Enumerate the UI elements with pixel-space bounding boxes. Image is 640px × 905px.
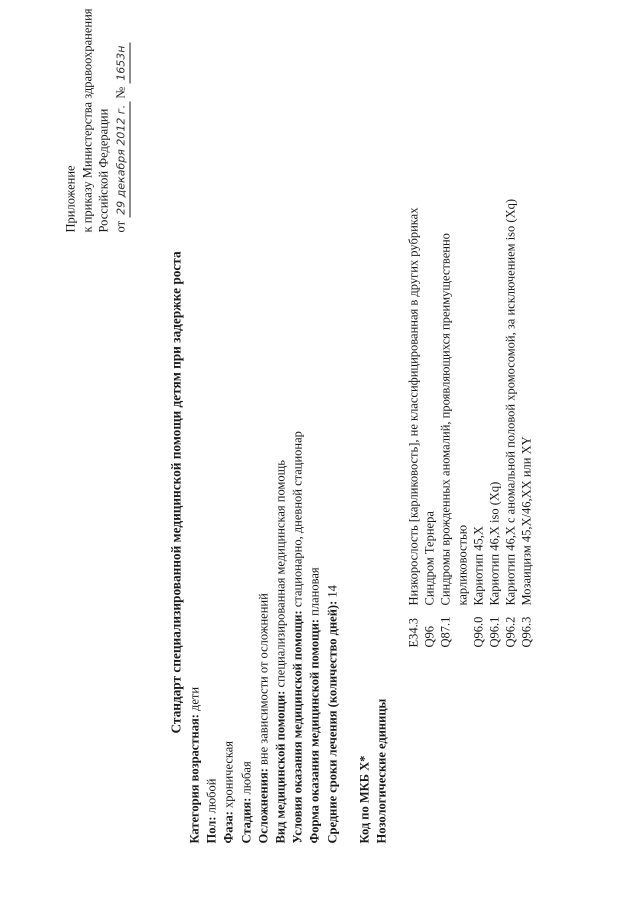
appendix-order-line: к приказу Министерства здравоохранения [79,7,94,232]
param-value: специализированная медицинская помощь [273,459,288,687]
number-label: № [112,86,127,99]
param-label: Фаза: [221,810,236,843]
param-care-conditions [289,431,306,843]
param-label: Стадия: [238,797,253,843]
diagnosis-code: E34.3 [406,617,420,647]
param-care-form [306,431,323,843]
diagnosis-name: Синдром Тернера [422,510,437,605]
param-label: Форма оказания медицинской помощи: [307,618,322,843]
document-title: Стандарт специализированной медицинской помощи детям при задержке роста [168,250,183,733]
param-age-category [186,431,203,843]
code-row [437,165,469,647]
param-stage [238,431,255,843]
param-sex [203,431,220,843]
diagnosis-name: Кариотип 46,X с аномальной половой хромосомой, за исключением iso (Xq) [503,198,518,605]
diagnosis-code: Q96.2 [503,616,518,647]
handwritten-number: 1653н [113,42,131,83]
param-label: Категория возрастная: [187,713,201,843]
param-care-type [272,431,289,843]
diagnosis-name: Низкорослость [карликовость], не классифицированная в других рубриках [406,207,420,605]
param-label: Условия оказания медицинской помощи: [290,609,305,843]
param-value: стационарно, дневной стационар [290,430,305,607]
diagnosis-code: Q96.1 [487,616,502,647]
from-label: от [112,220,127,232]
nosological-units-heading: Нозологические единицы [374,698,388,843]
standard-parameters [186,431,341,843]
param-label: Пол: [204,816,219,843]
param-value: любой [204,778,219,813]
param-phase [220,431,237,843]
param-treatment-duration [324,431,341,843]
code-row [502,165,518,647]
param-value: хроническая [221,740,236,808]
diagnosis-code-list [405,165,535,647]
param-label: Средние сроки лечения (количество дней): [324,600,339,843]
param-value: любая [238,760,253,795]
diagnosis-name: Кариотип 46,X iso (Xq) [487,481,502,605]
param-value: плановая [307,566,322,616]
appendix-date-line [112,8,131,232]
code-row [486,165,502,647]
mkb-header [356,698,390,843]
code-row [405,165,421,647]
code-row [518,165,534,647]
code-row [421,165,437,647]
diagnosis-name: Мозаицизм 45,X/46,XX или XY [519,435,534,605]
param-value: вне зависимости от осложнений [255,592,270,765]
diagnosis-name: Кариотип 45,X [470,525,485,605]
param-label: Осложнения: [255,767,270,843]
appendix-block [62,8,130,232]
handwritten-date: 29 декабря 2012 г. [113,101,131,217]
appendix-heading: Приложение [63,164,77,232]
diagnosis-name: Синдромы врожденных аномалий, проявляющихся преимущественно карликовостью [438,232,469,605]
param-value: дети [187,686,201,711]
param-value: 14 [324,584,339,598]
param-complications [255,431,272,843]
diagnosis-code: Q96 [422,625,437,647]
diagnosis-code: Q96.3 [519,616,534,647]
code-row [470,165,486,647]
diagnosis-code: Q96.0 [470,616,485,647]
diagnosis-code: Q87.1 [438,616,453,647]
param-label: Вид медицинской помощи: [273,690,288,843]
mkb-code-heading: Код по МКБ X* [357,755,371,843]
appendix-country-line: Российской Федерации [96,108,110,232]
